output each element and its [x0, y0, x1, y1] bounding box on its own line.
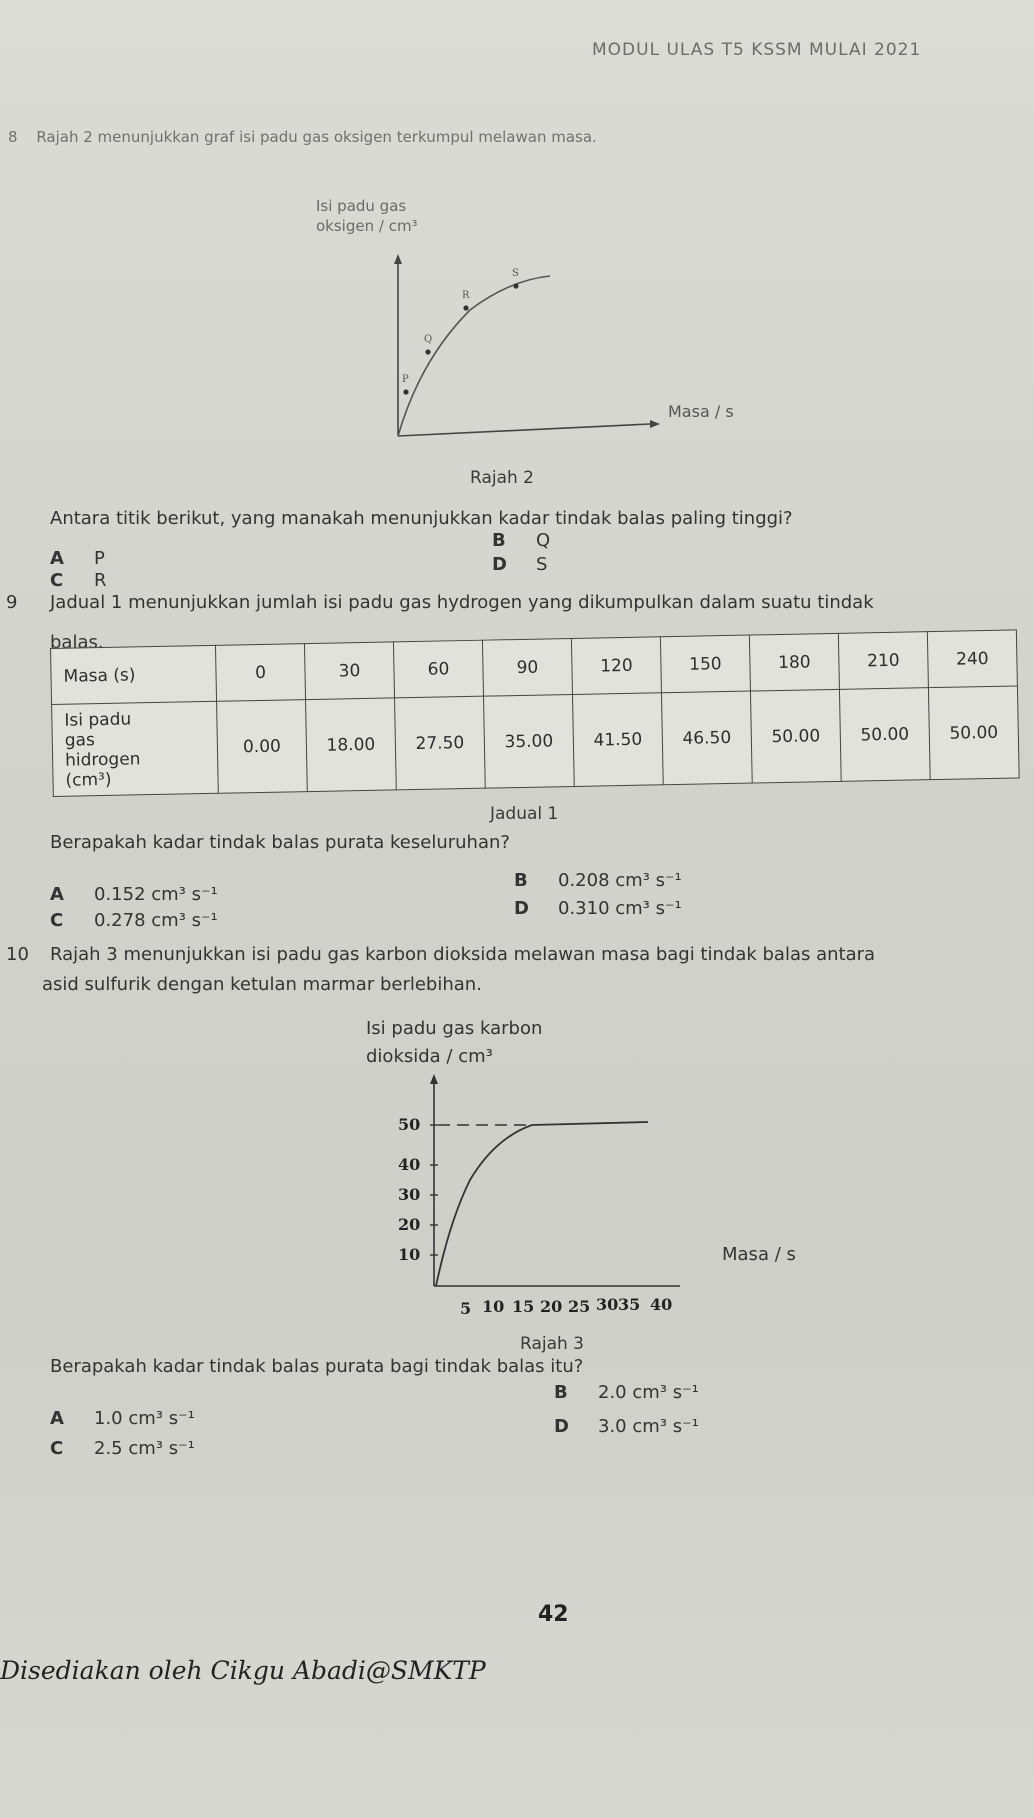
q8-curve: [398, 276, 550, 436]
q9-volume-cell: 18.00: [306, 698, 397, 792]
q10-x-axis-label: Masa / s: [722, 1244, 796, 1265]
q10-xlabel-40: 40: [650, 1295, 673, 1314]
q8-x-axis: [398, 424, 650, 436]
page-number: 42: [538, 1602, 569, 1627]
q10-ylabel-10: 10: [398, 1245, 421, 1264]
q10-ylabel-40: 40: [398, 1155, 421, 1174]
q9-volume-cell: 35.00: [484, 694, 575, 788]
q9-volume-cell: 41.50: [572, 693, 663, 787]
q9-time-cell: 210: [838, 632, 928, 690]
q8-point-q: [425, 349, 430, 354]
q10-ylabel-20: 20: [398, 1215, 421, 1234]
q10-stem-line2: asid sulfurik dengan ketulan marmar berlebihan.: [42, 974, 482, 995]
q8-ylabel-line1: Isi padu gas: [316, 197, 407, 215]
q10-xlabel-25: 25: [568, 1297, 591, 1316]
q10-option-a[interactable]: A 1.0 cm³ s⁻¹: [50, 1408, 195, 1429]
q8-option-c[interactable]: C R: [50, 570, 107, 591]
q10-number: 10: [6, 944, 29, 965]
q10-xlabel-15: 15: [512, 1297, 535, 1316]
q10-xlabel-20: 20: [540, 1297, 563, 1316]
q9-volume-cell: 50.00: [750, 689, 841, 783]
q8-x-axis-label: Masa / s: [668, 402, 734, 421]
q9-option-a[interactable]: A 0.152 cm³ s⁻¹: [50, 884, 218, 905]
q10-xlabel-30: 30: [596, 1295, 619, 1314]
q8-option-d[interactable]: D S: [492, 554, 548, 575]
q10-option-c[interactable]: C 2.5 cm³ s⁻¹: [50, 1438, 195, 1459]
q9-option-d[interactable]: D 0.310 cm³ s⁻¹: [514, 898, 682, 919]
q10-option-b[interactable]: B 2.0 cm³ s⁻¹: [554, 1382, 699, 1403]
q8-option-b[interactable]: B Q: [492, 530, 551, 551]
q9-time-cell: 0: [215, 644, 305, 702]
q9-volume-cell: 27.50: [395, 696, 486, 790]
q10-caption: Rajah 3: [520, 1334, 584, 1354]
q10-ylabel-line1: Isi padu gas karbon: [366, 1018, 543, 1039]
q9-time-cell: 60: [393, 640, 483, 698]
q9-volume-cell: 0.00: [217, 700, 308, 794]
q9-header-time: Masa (s): [51, 645, 217, 704]
q8-label-q: Q: [424, 334, 433, 345]
q10-curve: [436, 1122, 648, 1286]
q8-option-a[interactable]: A P: [50, 548, 105, 569]
q8-caption: Rajah 2: [470, 468, 534, 488]
q9-option-b[interactable]: B 0.208 cm³ s⁻¹: [514, 870, 682, 891]
q8-point-s: [513, 283, 518, 288]
q9-stem-line2: balas.: [50, 632, 104, 653]
q8-label-s: S: [512, 268, 519, 279]
q9-table: [50, 629, 1020, 797]
q9-stem-line1: 9 Jadual 1 menunjukkan jumlah isi padu gas hydrogen yang dikumpulkan dalam suatu tindak: [6, 592, 874, 613]
q9-time-cell: 240: [927, 630, 1017, 688]
q10-option-d[interactable]: D 3.0 cm³ s⁻¹: [554, 1416, 699, 1437]
q10-ylabel-50: 50: [398, 1115, 421, 1134]
q8-label-r: R: [462, 290, 470, 301]
q8-stem: [8, 128, 597, 146]
q10-y-arrow: [430, 1074, 438, 1084]
q9-question: Berapakah kadar tindak balas purata keseluruhan?: [50, 832, 510, 853]
q9-time-cell: 90: [482, 638, 572, 696]
q9-row-volume: [52, 686, 1020, 797]
q8-y-arrow: [394, 254, 402, 264]
q9-header-volume: Isi padu gas hidrogen (cm³): [52, 701, 219, 796]
q8-y-axis-label: [316, 196, 418, 236]
q10-xlabel-5: 5: [460, 1299, 472, 1318]
module-header: MODUL ULAS T5 KSSM MULAI 2021: [592, 40, 922, 60]
q9-time-cell: 30: [304, 642, 394, 700]
q10-stem-line1: 10 Rajah 3 menunjukkan isi padu gas karbon dioksida melawan masa bagi tindak balas antara: [6, 944, 876, 965]
q9-number: 9: [6, 592, 18, 613]
q8-point-p: [403, 389, 408, 394]
q10-ylabel-line2: dioksida / cm³: [366, 1046, 493, 1067]
q9-option-c[interactable]: C 0.278 cm³ s⁻¹: [50, 910, 218, 931]
q8-point-r: [463, 305, 468, 310]
q10-ylabel-30: 30: [398, 1185, 421, 1204]
q10-graph: [380, 1070, 720, 1330]
q8-question: Antara titik berikut, yang manakah menunjukkan kadar tindak balas paling tinggi?: [50, 508, 793, 529]
q9-time-cell: 120: [571, 637, 661, 695]
q10-xlabel-10: 10: [482, 1297, 505, 1316]
q9-volume-cell: 50.00: [839, 688, 930, 782]
q8-x-arrow: [650, 420, 660, 428]
q8-text: Rajah 2 menunjukkan graf isi padu gas oksigen terkumpul melawan masa.: [36, 128, 597, 146]
q8-ylabel-line2: oksigen / cm³: [316, 217, 418, 235]
q9-volume-cell: 46.50: [661, 691, 752, 785]
q9-volume-cell: 50.00: [928, 686, 1019, 780]
q10-xlabel-35: 35: [618, 1295, 641, 1314]
q9-time-cell: 150: [660, 635, 750, 693]
q9-caption: Jadual 1: [490, 804, 559, 824]
q8-graph: [380, 250, 680, 450]
q10-question: Berapakah kadar tindak balas purata bagi tindak balas itu?: [50, 1356, 584, 1377]
q8-label-p: P: [402, 374, 409, 385]
footer-credit: Disediakan oleh Cikgu Abadi@SMKTP: [0, 1656, 486, 1685]
q8-number: 8: [8, 128, 18, 146]
q9-time-cell: 180: [749, 633, 839, 691]
